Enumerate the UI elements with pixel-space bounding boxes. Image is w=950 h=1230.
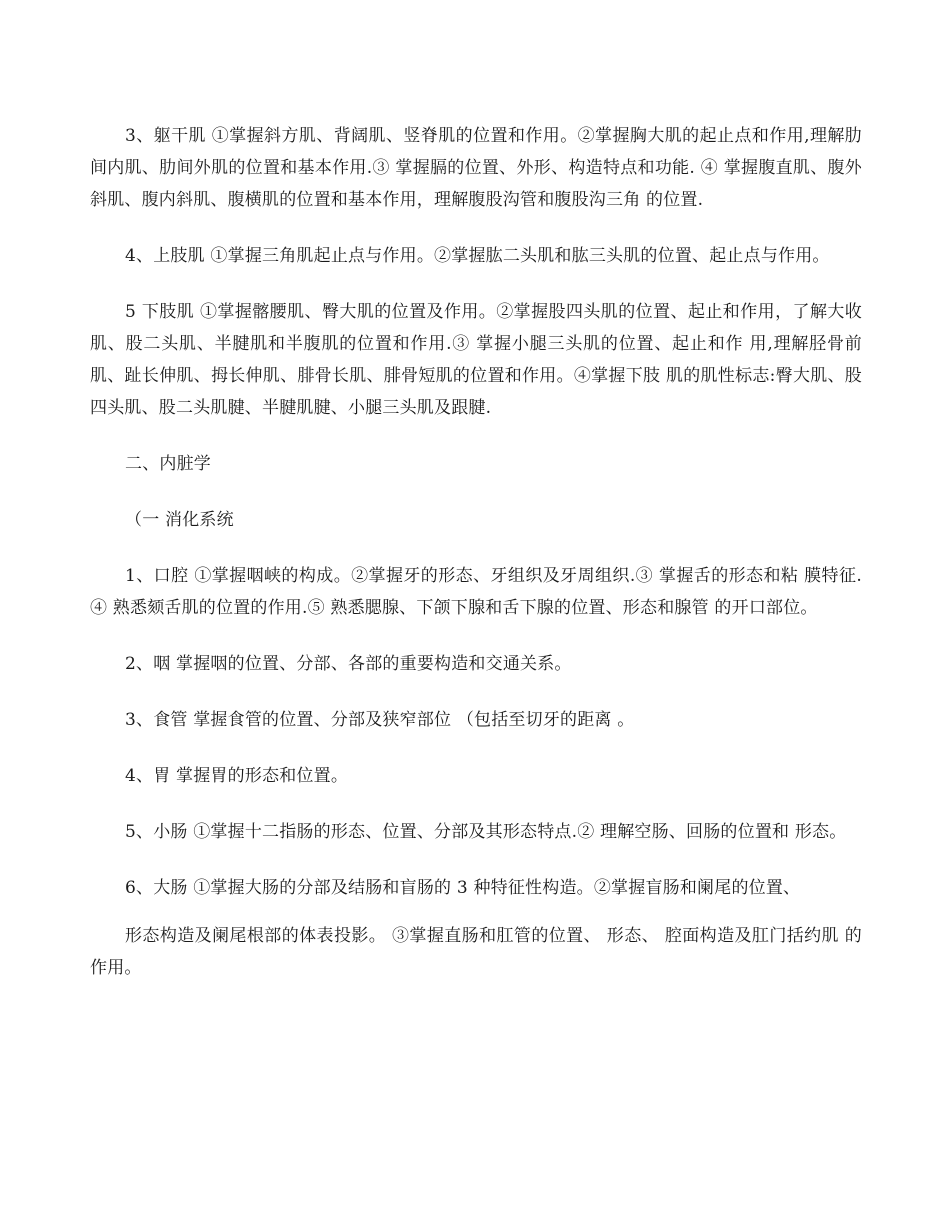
paragraph-large-intestine: 6、大肠 ①掌握大肠的分部及结肠和盲肠的 3 种特征性构造。②掌握盲肠和阑尾的位置、 bbox=[125, 878, 801, 898]
document-page bbox=[90, 120, 862, 984]
paragraph-upper-limb-muscles: 4、上肢肌 ①掌握三角肌起止点与作用。②掌握肱二头肌和肱三头肌的位置、起止点与作用。 bbox=[125, 246, 830, 266]
paragraph-esophagus: 3、食管 掌握食管的位置、分部及狭窄部位 （包括至切牙的距离 。 bbox=[125, 710, 635, 730]
section-heading-splanchnology: 二、内脏学 bbox=[125, 454, 211, 474]
paragraph-pharynx: 2、咽 掌握咽的位置、分部、各部的重要构造和交通关系。 bbox=[125, 654, 572, 674]
paragraph-small-intestine: 5、小肠 ①掌握十二指肠的形态、位置、分部及其形态特点.② 理解空肠、回肠的位置和 形态。 bbox=[125, 822, 847, 842]
paragraph-oral-cavity: 1、口腔 ①掌握咽峡的构成。②掌握牙的形态、牙组织及牙周组织.③ 掌握舌的形态和粘 膜特征.④ 熟悉颏舌肌的位置的作用.⑤ 熟悉腮腺、下颌下腺和舌下腺的位置、形态和腺管 的开口部位。 bbox=[90, 566, 862, 618]
paragraph-stomach: 4、胃 掌握胃的形态和位置。 bbox=[125, 766, 349, 786]
subsection-heading-digestive-system: （一 消化系统 bbox=[125, 510, 234, 530]
paragraph-large-intestine-continued: 形态构造及阑尾根部的体表投影。 ③掌握直肠和肛管的位置、 形态、 腔面构造及肛门括约肌 的作用。 bbox=[90, 926, 862, 978]
paragraph-lower-limb-muscles: 5 下肢肌 ①掌握髂腰肌、臀大肌的位置及作用。②掌握股四头肌的位置、起止和作用，了解大收肌、股二头肌、半腱肌和半腹肌的位置和作用.③ 掌握小腿三头肌的位置、起止和作 用,理解胫骨前肌、趾长伸肌、拇长伸肌、腓骨长肌、腓骨短肌的位置和作用。④掌握下肢 肌的肌性标志:臀大肌、股四头肌、股二头肌腱、半腱肌腱、小腿三头肌及跟腱. bbox=[90, 302, 862, 418]
paragraph-trunk-muscles: 3、躯干肌 ①掌握斜方肌、背阔肌、竖脊肌的位置和作用。②掌握胸大肌的起止点和作用,理解肋间内肌、肋间外肌的位置和基本作用.③ 掌握膈的位置、外形、构造特点和功能. ④ 掌握腹直肌、腹外斜肌、腹内斜肌、腹横肌的位置和基本作用，理解腹股沟管和腹股沟三角 的位置. bbox=[90, 126, 862, 210]
